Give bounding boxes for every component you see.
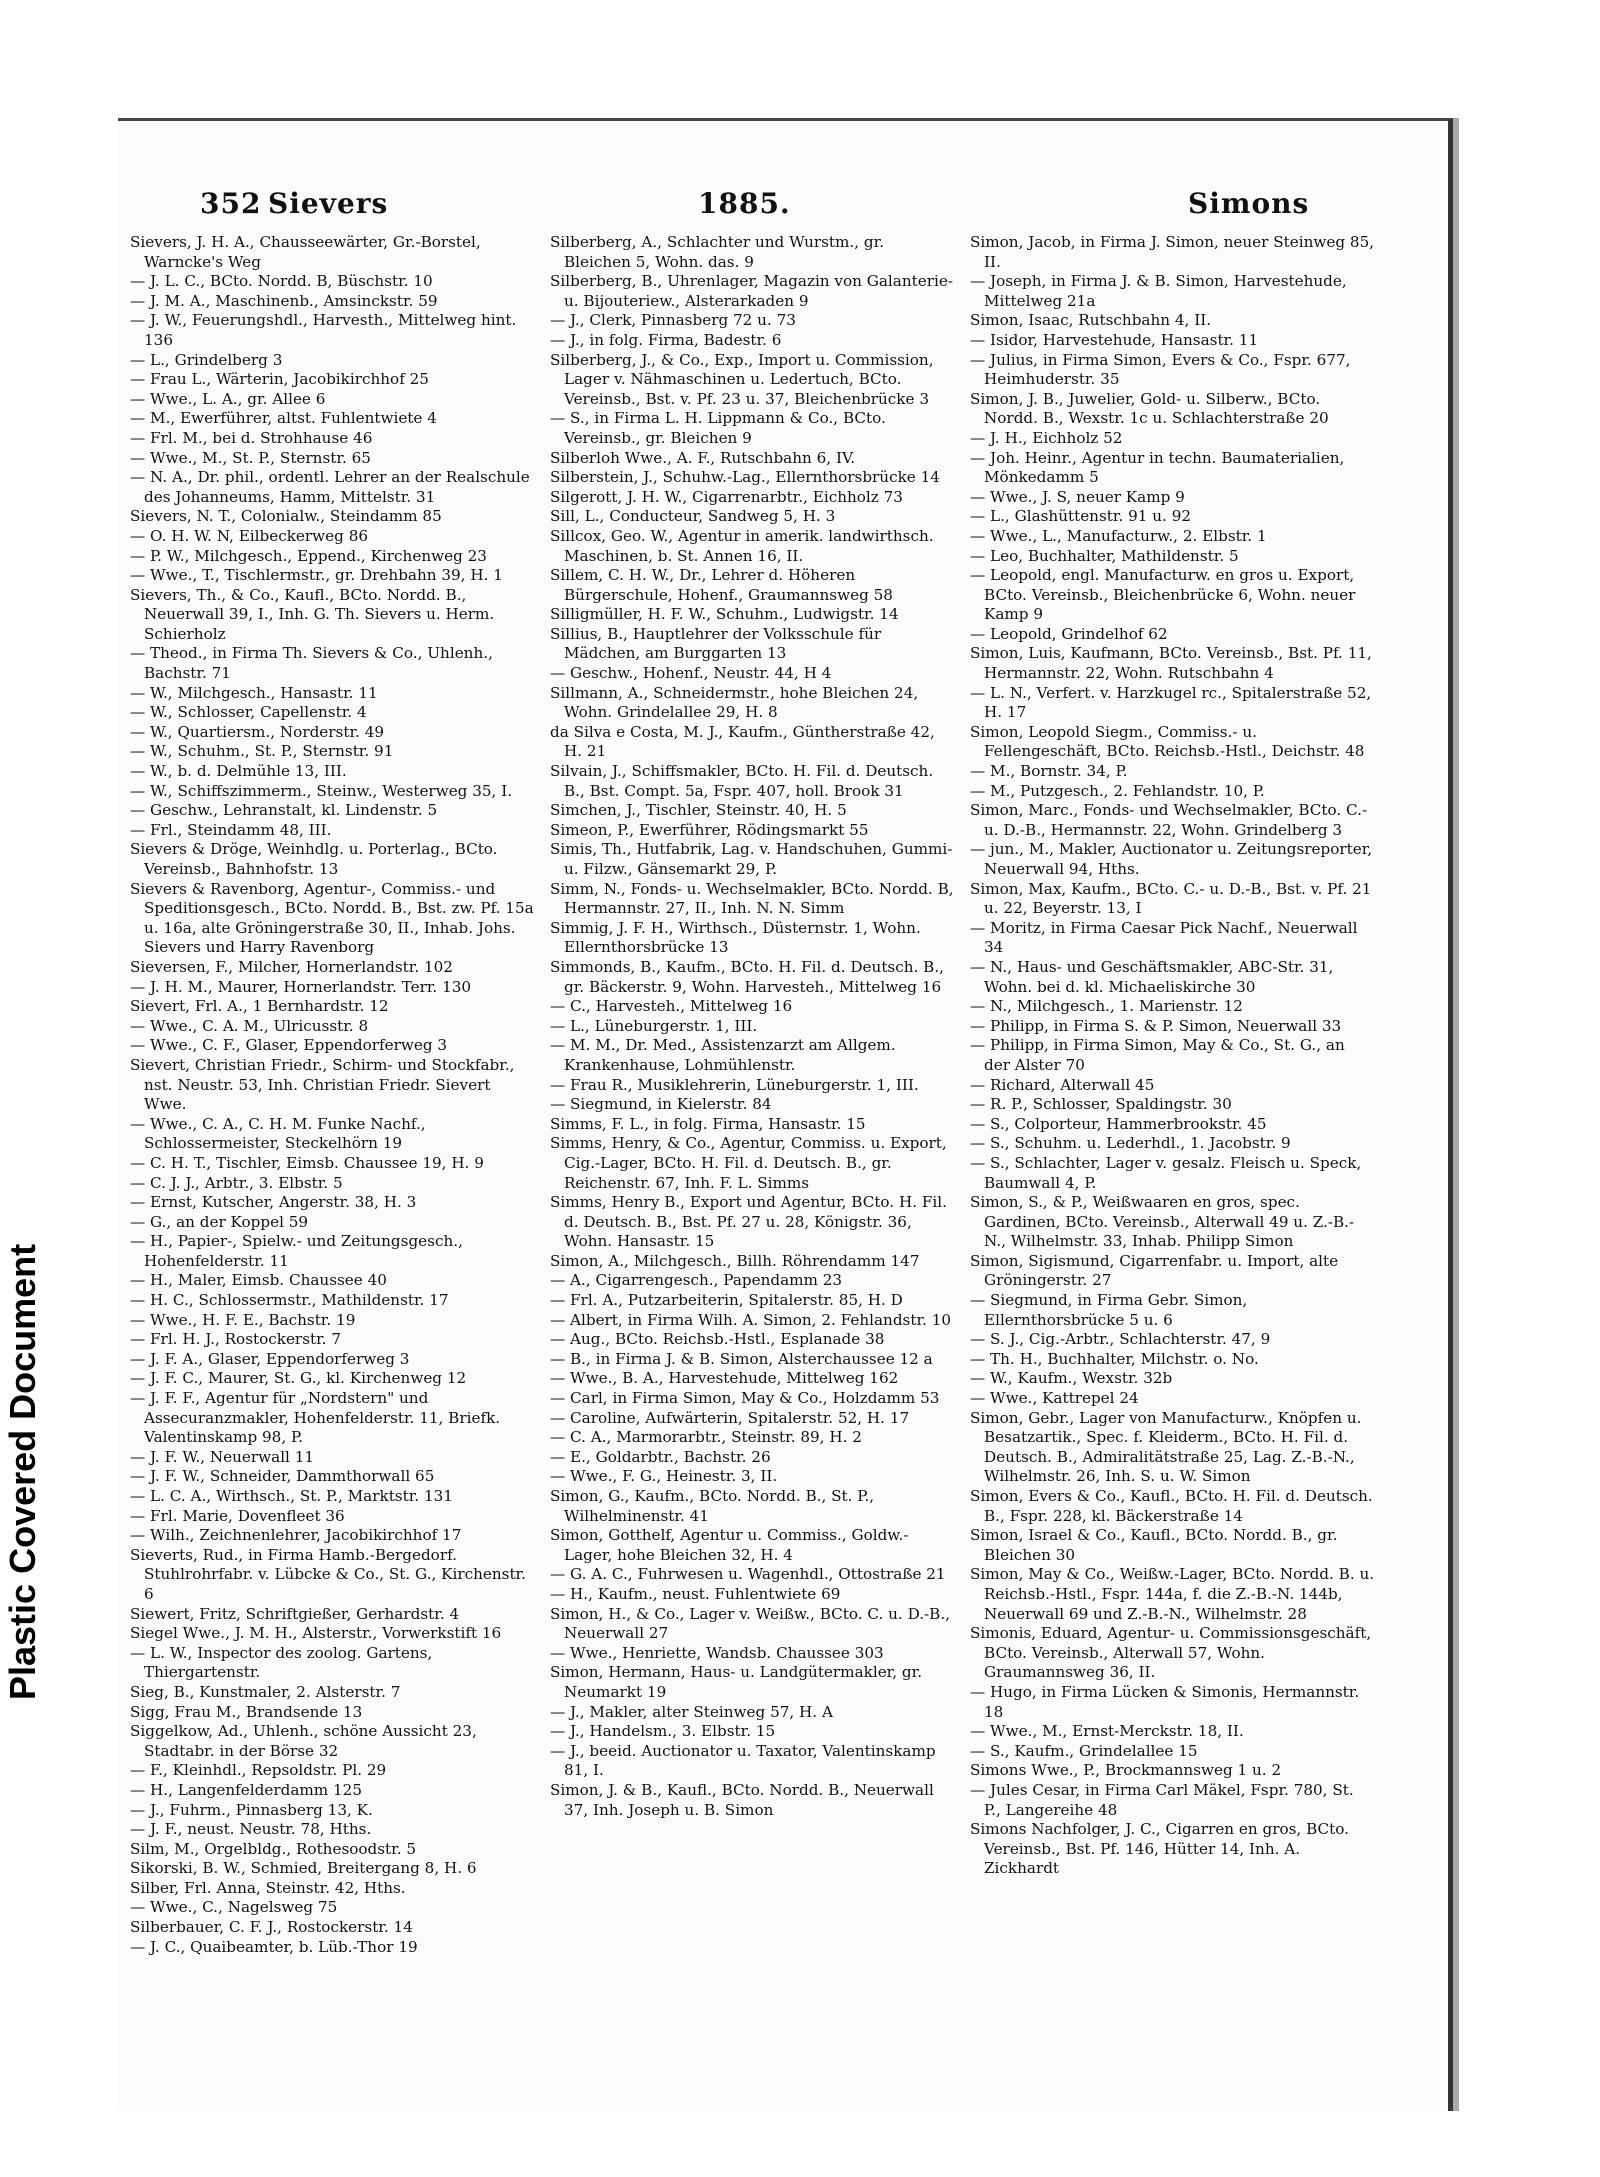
directory-entry: — C., Harvesteh., Mittelweg 16: [550, 997, 793, 1016]
directory-entry: — J. W., Feuerungshdl., Harvesth., Mittelweg hint. 136: [130, 311, 517, 349]
directory-entry: — S., in Firma L. H. Lippmann & Co., BCto. Vereinsb., gr. Bleichen 9: [550, 409, 886, 447]
directory-entry: — W., Schuhm., St. P., Sternstr. 91: [130, 742, 394, 761]
directory-entry: Sieversen, F., Milcher, Hornerlandstr. 102: [130, 957, 453, 976]
directory-entry: — Leo, Buchhalter, Mathildenstr. 5: [970, 546, 1239, 565]
directory-entry: — J., Fuhrm., Pinnasberg 13, K.: [130, 1800, 373, 1819]
directory-entry: — M. M., Dr. Med., Assistenzarzt am Allgem. Krankenhause, Lohmühlenstr.: [550, 1036, 896, 1074]
directory-entry: — Wwe., M., Ernst-Merckstr. 18, II.: [970, 1722, 1244, 1741]
directory-entry: — Moritz, in Firma Caesar Pick Nachf., Neuerwall 34: [970, 918, 1358, 957]
directory-entry: Silberberg, A., Schlachter und Wurstm., gr. Bleichen 5, Wohn. das. 9: [550, 233, 885, 271]
header-year: 1885.: [698, 187, 791, 220]
directory-entry: Simon, Isaac, Rutschbahn 4, II.: [970, 311, 1212, 330]
directory-entry: — J. C., Quaibeamter, b. Lüb.-Thor 19: [130, 1937, 418, 1956]
directory-entry: — Wwe., Henriette, Wandsb. Chaussee 303: [550, 1643, 884, 1662]
directory-entry: — S., Schuhm. u. Lederhdl., 1. Jacobstr. 9: [970, 1134, 1291, 1153]
directory-entry: — Wwe., C. A., C. H. M. Funke Nachf., Schlossermeister, Steckelhörn 19: [130, 1114, 426, 1153]
directory-entry: — Joh. Heinr., Agentur in techn. Baumaterialien, Mönkedamm 5: [970, 448, 1345, 487]
directory-entry: — L., Glashüttenstr. 91 u. 92: [970, 507, 1192, 526]
directory-entry: — L., Lüneburgerstr. 1, III.: [550, 1016, 758, 1035]
directory-entry: — M., Putzgesch., 2. Fehlandstr. 10, P.: [970, 781, 1265, 800]
directory-entry: Simon, G., Kaufm., BCto. Nordd. B., St. P., Wilhelminenstr. 41: [550, 1487, 875, 1525]
directory-entry: — Caroline, Aufwärterin, Spitalerstr. 52, H. 17: [550, 1408, 910, 1427]
column-left: [130, 233, 535, 2093]
directory-entry: — J. F. W., Neuerwall 11: [130, 1447, 315, 1466]
directory-entry: — H., Maler, Eimsb. Chaussee 40: [130, 1271, 387, 1290]
directory-entry: Simon, H., & Co., Lager v. Weißw., BCto. C. u. D.-B., Neuerwall 27: [550, 1604, 950, 1643]
directory-entry: — W., Schlosser, Capellenstr. 4: [130, 703, 367, 722]
directory-entry: — A., Cigarrengesch., Papendamm 23: [550, 1271, 843, 1290]
directory-entry: — J. H. M., Maurer, Hornerlandstr. Terr. 130: [130, 977, 472, 996]
directory-entry: Simon, Luis, Kaufmann, BCto. Vereinsb., Bst. Pf. 11, Hermannstr. 22, Wohn. Rutschbahn 4: [970, 644, 1372, 683]
side-label: Plastic Covered Document: [2, 1243, 43, 1700]
directory-entry: — Wwe., B. A., Harvestehude, Mittelweg 162: [550, 1369, 899, 1388]
directory-entry: — H. C., Schlossermstr., Mathildenstr. 17: [130, 1291, 449, 1310]
directory-entry: — J. F. F., Agentur für „Nordstern" und Assecuranzmakler, Hohenfelderstr. 11, Briefk. Valentinskamp 98, P.: [130, 1389, 501, 1447]
directory-entry: Silber, Frl. Anna, Steinstr. 42, Hths.: [130, 1878, 406, 1897]
directory-entry: — J., Clerk, Pinnasberg 72 u. 73: [550, 311, 796, 330]
directory-entry: — M., Bornstr. 34, P.: [970, 762, 1128, 781]
directory-entry: Siggelkow, Ad., Uhlenh., schöne Aussicht 23, Stadtabr. in der Börse 32: [130, 1722, 477, 1760]
column-middle: [550, 233, 955, 2093]
directory-entry: — Wwe., C. F., Glaser, Eppendorferweg 3: [130, 1036, 448, 1055]
directory-entry: — Wwe., T., Tischlermstr., gr. Drehbahn 39, H. 1: [130, 566, 503, 585]
directory-entry: Simchen, J., Tischler, Steinstr. 40, H. 5: [550, 801, 847, 820]
directory-entry: — J. M. A., Maschinenb., Amsinckstr. 59: [130, 291, 438, 310]
directory-entry: Sievers, J. H. A., Chausseewärter, Gr.-Borstel, Warncke's Weg: [130, 233, 481, 271]
directory-entry: — P. W., Milchgesch., Eppend., Kirchenweg 23: [130, 546, 487, 565]
directory-entry: — Hugo, in Firma Lücken & Simonis, Hermannstr. 18: [970, 1682, 1360, 1721]
directory-entry: — Joseph, in Firma J. & B. Simon, Harvestehude, Mittelweg 21a: [970, 272, 1347, 310]
directory-entry: Sillius, B., Hauptlehrer der Volksschule für Mädchen, am Burggarten 13: [550, 624, 882, 663]
directory-entry: Simons Wwe., P., Brockmannsweg 1 u. 2: [970, 1761, 1282, 1780]
directory-entry: — Julius, in Firma Simon, Evers & Co., Fspr. 677, Heimhuderstr. 35: [970, 350, 1351, 389]
header-left-word: Sievers: [268, 187, 389, 220]
directory-entry: — G. A. C., Fuhrwesen u. Wagenhdl., Ottostraße 21: [550, 1565, 946, 1584]
directory-entry: — J. F. C., Maurer, St. G., kl. Kirchenweg 12: [130, 1369, 467, 1388]
directory-entry: — Frl. M., bei d. Strohhause 46: [130, 428, 373, 447]
directory-entry: — L. W., Inspector des zoolog. Gartens, Thiergartenstr.: [130, 1643, 433, 1682]
directory-entry: — S., Colporteur, Hammerbrookstr. 45: [970, 1114, 1267, 1133]
directory-entry: — W., b. d. Delmühle 13, III.: [130, 762, 347, 781]
directory-entry: Sigg, Frau M., Brandsende 13: [130, 1702, 363, 1721]
directory-entry: Silberbauer, C. F. J., Rostockerstr. 14: [130, 1918, 413, 1937]
directory-entry: — Wilh., Zeichnenlehrer, Jacobikirchhof 17: [130, 1526, 462, 1545]
directory-entry: — H., Papier-, Spielw.- und Zeitungsgesch., Hohenfelderstr. 11: [130, 1232, 463, 1270]
directory-entry: Simon, Max, Kaufm., BCto. C.- u. D.-B., Bst. v. Pf. 21 u. 22, Beyerstr. 13, I: [970, 879, 1372, 918]
directory-entry: — L. N., Verfert. v. Harzkugel rc., Spitalerstraße 52, H. 17: [970, 683, 1372, 722]
directory-entry: Silligmüller, H. F. W., Schuhm., Ludwigstr. 14: [550, 605, 899, 624]
directory-entry: — Wwe., C. A. M., Ulricusstr. 8: [130, 1016, 369, 1035]
directory-entry: — Th. H., Buchhalter, Milchstr. o. No.: [970, 1349, 1259, 1368]
directory-entry: — W., Schiffszimmerm., Steinw., Westerweg 35, I.: [130, 781, 513, 800]
directory-entry: — Wwe., Kattrepel 24: [970, 1389, 1139, 1408]
page-number: 352: [200, 187, 262, 220]
directory-entry: — E., Goldarbtr., Bachstr. 26: [550, 1447, 771, 1466]
directory-entry: Simmig, J. F. H., Wirthsch., Düsternstr. 1, Wohn. Ellernthorsbrücke 13: [550, 918, 921, 957]
directory-entry: — N., Haus- und Geschäftsmakler, ABC-Str. 31, Wohn. bei d. kl. Michaeliskirche 30: [970, 957, 1334, 996]
directory-entry: — Wwe., L., Manufacturw., 2. Elbstr. 1: [970, 526, 1267, 545]
directory-entry: — Leopold, engl. Manufacturw. en gros u. Export, BCto. Vereinsb., Bleichenbrücke 6, Wohn. neuer Kamp 9: [970, 566, 1356, 624]
directory-entry: — Aug., BCto. Reichsb.-Hstl., Esplanade 38: [550, 1330, 885, 1349]
directory-entry: Simon, Israel & Co., Kaufl., BCto. Nordd. B., gr. Bleichen 30: [970, 1526, 1338, 1564]
directory-entry: — O. H. W. N, Eilbeckerweg 86: [130, 526, 369, 545]
directory-entry: Simon, Marc., Fonds- und Wechselmakler, BCto. C.- u. D.-B., Hermannstr. 22, Wohn. Grindelberg 3: [970, 801, 1368, 839]
directory-entry: — Frau L., Wärterin, Jacobikirchhof 25: [130, 370, 429, 389]
directory-entry: Simms, F. L., in folg. Firma, Hansastr. 15: [550, 1114, 866, 1133]
directory-entry: Simon, Hermann, Haus- u. Landgütermakler, gr. Neumarkt 19: [550, 1663, 923, 1701]
directory-entry: Sievert, Christian Friedr., Schirm- und Stockfabr., nst. Neustr. 53, Inh. Christian Friedr. Sievert Wwe.: [130, 1055, 515, 1114]
directory-entry: Silvain, J., Schiffsmakler, BCto. H. Fil. d. Deutsch. B., Bst. Compt. 5a, Fspr. 407, holl. Brook 31: [550, 762, 934, 800]
directory-entry: — Richard, Alterwall 45: [970, 1075, 1155, 1094]
column-right: [970, 233, 1375, 2093]
page-header: [118, 187, 1448, 231]
directory-entry: — Frl. H. J., Rostockerstr. 7: [130, 1330, 341, 1349]
directory-entry: Sillcox, Geo. W., Agentur in amerik. landwirthsch. Maschinen, b. St. Annen 16, II.: [550, 526, 934, 565]
directory-entry: — W., Kaufm., Wexstr. 32b: [970, 1369, 1173, 1388]
directory-entry: — L., Grindelberg 3: [130, 350, 283, 369]
directory-entry: — Frl. Marie, Dovenfleet 36: [130, 1506, 345, 1525]
directory-entry: Silberberg, B., Uhrenlager, Magazin von Galanterie- u. Bijouteriew., Alsterarkaden 9: [550, 272, 953, 310]
directory-entry: — Geschw., Lehranstalt, kl. Lindenstr. 5: [130, 801, 438, 820]
directory-entry: — B., in Firma J. & B. Simon, Alsterchaussee 12 a: [550, 1349, 933, 1368]
directory-entry: — H., Langenfelderdamm 125: [130, 1780, 362, 1799]
directory-entry: Sill, L., Conducteur, Sandweg 5, H. 3: [550, 507, 836, 526]
directory-entry: Simon, Leopold Siegm., Commiss.- u. Fellengeschäft, BCto. Reichsb.-Hstl., Deichstr. 48: [970, 722, 1365, 761]
directory-entry: — J., beeid. Auctionator u. Taxator, Valentinskamp 81, I.: [550, 1741, 936, 1780]
directory-entry: — R. P., Schlosser, Spaldingstr. 30: [970, 1095, 1232, 1114]
directory-entry: Sikorski, B. W., Schmied, Breitergang 8, H. 6: [130, 1859, 477, 1878]
directory-entry: — Wwe., J. S, neuer Kamp 9: [970, 487, 1185, 506]
directory-entry: — J. F. W., Schneider, Dammthorwall 65: [130, 1467, 435, 1486]
directory-entry: — J., in folg. Firma, Badestr. 6: [550, 330, 782, 349]
directory-entry: — M., Ewerführer, altst. Fuhlentwiete 4: [130, 409, 437, 428]
directory-entry: — W., Milchgesch., Hansastr. 11: [130, 683, 378, 702]
directory-entry: — Siegmund, in Firma Gebr. Simon, Ellernthorsbrücke 5 u. 6: [970, 1291, 1248, 1329]
directory-entry: — Carl, in Firma Simon, May & Co., Holzdamm 53: [550, 1389, 940, 1408]
directory-entry: Sillem, C. H. W., Dr., Lehrer d. Höheren Bürgerschule, Hohenf., Graumannsweg 58: [550, 566, 893, 604]
directory-entry: Simon, Sigismund, Cigarrenfabr. u. Import, alte Gröningerstr. 27: [970, 1251, 1339, 1290]
directory-entry: Simon, J. B., Juwelier, Gold- u. Silberw., BCto. Nordd. B., Wexstr. 1c u. Schlachterstraße 20: [970, 389, 1329, 428]
directory-entry: — N. A., Dr. phil., ordentl. Lehrer an der Realschule des Johanneums, Hamm, Mittelstr. 31: [130, 468, 530, 506]
directory-entry: — C. A., Marmorarbtr., Steinstr. 89, H. 2: [550, 1428, 862, 1447]
directory-entry: — J. H., Eichholz 52: [970, 428, 1123, 447]
directory-entry: — Frau R., Musiklehrerin, Lüneburgerstr. 1, III.: [550, 1075, 919, 1094]
directory-entry: Sievers & Dröge, Weinhdlg. u. Porterlag., BCto. Vereinsb., Bahnhofstr. 13: [130, 840, 498, 878]
directory-entry: — F., Kleinhdl., Repsoldstr. Pl. 29: [130, 1761, 387, 1780]
directory-entry: — J., Makler, alter Steinweg 57, H. A: [550, 1702, 833, 1721]
directory-entry: Silberloh Wwe., A. F., Rutschbahn 6, IV.: [550, 448, 856, 467]
directory-entry: — Wwe., F. G., Heinestr. 3, II.: [550, 1467, 778, 1486]
directory-entry: — Albert, in Firma Wilh. A. Simon, 2. Fehlandstr. 10: [550, 1310, 952, 1329]
directory-entry: — S., Schlachter, Lager v. gesalz. Fleisch u. Speck, Baumwall 4, P.: [970, 1153, 1362, 1192]
directory-entry: Simon, Gotthelf, Agentur u. Commiss., Goldw.-Lager, hohe Bleichen 32, H. 4: [550, 1526, 909, 1564]
directory-entry: Simm, N., Fonds- u. Wechselmakler, BCto. Nordd. B, Hermannstr. 27, II., Inh. N. N. Simm: [550, 879, 954, 918]
directory-entry: Siewert, Fritz, Schriftgießer, Gerhardstr. 4: [130, 1604, 460, 1623]
directory-entry: Simon, A., Milchgesch., Billh. Röhrendamm 147: [550, 1251, 920, 1270]
directory-entry: — Philipp, in Firma Simon, May & Co., St. G., an der Alster 70: [970, 1036, 1345, 1074]
directory-entry: Simon, Gebr., Lager von Manufacturw., Knöpfen u. Besatzartik., Spec. f. Kleiderm., BCto. H. Fil. d. Deutsch. B., Admiralitätstraße 25, Lag. Z.-B.-N., Wilhelmstr. 26, Inh. S. u. W. Simon: [970, 1408, 1362, 1486]
directory-entry: — Isidor, Harvestehude, Hansastr. 11: [970, 330, 1259, 349]
directory-entry: — Frl. A., Putzarbeiterin, Spitalerstr. 85, H. D: [550, 1291, 903, 1310]
directory-entry: — Philipp, in Firma S. & P. Simon, Neuerwall 33: [970, 1016, 1342, 1035]
directory-entry: — Geschw., Hohenf., Neustr. 44, H 4: [550, 664, 832, 683]
directory-entry: — N., Milchgesch., 1. Marienstr. 12: [970, 997, 1243, 1016]
directory-entry: — J., Handelsm., 3. Elbstr. 15: [550, 1722, 776, 1741]
directory-entry: — J. F. A., Glaser, Eppendorferweg 3: [130, 1349, 410, 1368]
directory-entry: — H., Kaufm., neust. Fuhlentwiete 69: [550, 1584, 841, 1603]
directory-entry: — S. J., Cig.-Arbtr., Schlachterstr. 47, 9: [970, 1330, 1271, 1349]
header-right-word: Simons: [1188, 187, 1310, 220]
directory-entry: Simons Nachfolger, J. C., Cigarren en gros, BCto. Vereinsb., Bst. Pf. 146, Hütter 14, Inh. A. Zickhardt: [970, 1820, 1349, 1878]
directory-entry: — Theod., in Firma Th. Sievers & Co., Uhlenh., Bachstr. 71: [130, 644, 493, 683]
directory-entry: Sievers, N. T., Colonialw., Steindamm 85: [130, 507, 442, 526]
directory-entry: — Wwe., M., St. P., Sternstr. 65: [130, 448, 371, 467]
directory-entry: Siegel Wwe., J. M. H., Alsterstr., Vorwerkstift 16: [130, 1624, 502, 1643]
directory-entry: — C. J. J., Arbtr., 3. Elbstr. 5: [130, 1173, 343, 1192]
directory-entry: Sievert, Frl. A., 1 Bernhardstr. 12: [130, 997, 389, 1016]
directory-entry: Silberstein, J., Schuhw.-Lag., Ellernthorsbrücke 14: [550, 468, 940, 487]
directory-entry: — J. L. C., BCto. Nordd. B, Büschstr. 10: [130, 272, 433, 291]
directory-page: [118, 118, 1453, 2111]
directory-entry: Simms, Henry, & Co., Agentur, Commiss. u. Export, Cig.-Lager, BCto. H. Fil. d. Deutsch. B., gr. Reichenstr. 67, Inh. F. L. Simms: [550, 1134, 947, 1192]
directory-entry: — Leopold, Grindelhof 62: [970, 624, 1168, 643]
directory-entry: — jun., M., Makler, Auctionator u. Zeitungsreporter, Neuerwall 94, Hths.: [970, 840, 1373, 878]
directory-entry: — W., Quartiersm., Norderstr. 49: [130, 722, 385, 741]
directory-entry: — J. F., neust. Neustr. 78, Hths.: [130, 1820, 372, 1839]
directory-entry: — L. C. A., Wirthsch., St. P., Marktstr. 131: [130, 1487, 453, 1505]
directory-entry: — Frl., Steindamm 48, III.: [130, 820, 332, 839]
directory-entry: Sieverts, Rud., in Firma Hamb.-Bergedorf. Stuhlrohrfabr. v. Lübcke & Co., St. G., Kirchenstr. 6: [130, 1545, 526, 1603]
directory-entry: — G., an der Koppel 59: [130, 1212, 309, 1231]
directory-entry: Simonis, Eduard, Agentur- u. Commissionsgeschäft, BCto. Vereinsb., Alterwall 57, Wohn. Graumannsweg 36, II.: [970, 1624, 1372, 1682]
directory-entry: — Wwe., H. F. E., Bachstr. 19: [130, 1310, 356, 1329]
directory-entry: Sievers & Ravenborg, Agentur-, Commiss.- und Speditionsgesch., BCto. Nordd. B., Bst. zw. Pf. 15a u. 16a, alte Gröningerstraße 30, II., Inhab. Johs. Sievers und Harry Ravenborg: [130, 879, 534, 957]
directory-entry: Simmonds, B., Kaufm., BCto. H. Fil. d. Deutsch. B., gr. Bäckerstr. 9, Wohn. Harvesteh., Mittelweg 16: [550, 957, 944, 996]
directory-entry: Simon, Jacob, in Firma J. Simon, neuer Steinweg 85, II.: [970, 233, 1375, 271]
directory-entry: — Ernst, Kutscher, Angerstr. 38, H. 3: [130, 1193, 417, 1212]
directory-entry: Simon, S., & P., Weißwaaren en gros, spec. Gardinen, BCto. Vereinsb., Alterwall 49 u. Z.-B.-N., Wilhelmstr. 33, Inhab. Philipp Simon: [970, 1193, 1355, 1251]
directory-entry: Simon, Evers & Co., Kaufl., BCto. H. Fil. d. Deutsch. B., Fspr. 228, kl. Bäckerstraße 14: [970, 1487, 1373, 1525]
directory-entry: — S., Kaufm., Grindelallee 15: [970, 1741, 1198, 1760]
directory-entry: Silgerott, J. H. W., Cigarrenarbtr., Eichholz 73: [550, 487, 903, 506]
directory-entry: Simis, Th., Hutfabrik, Lag. v. Handschuhen, Gummi- u. Filzw., Gänsemarkt 29, P.: [550, 840, 953, 878]
directory-entry: — Wwe., L. A., gr. Allee 6: [130, 389, 326, 408]
directory-entry: Sievers, Th., & Co., Kaufl., BCto. Nordd. B., Neuerwall 39, I., Inh. G. Th. Sievers u. Herm. Schierholz: [130, 585, 495, 643]
directory-entry: Silm, M., Orgelbldg., Rothesoodstr. 5: [130, 1839, 417, 1858]
directory-entry: Simms, Henry B., Export und Agentur, BCto. H. Fil. d. Deutsch. B., Bst. Pf. 27 u. 28, Königstr. 36, Wohn. Hansastr. 15: [550, 1193, 947, 1251]
directory-entry: — Wwe., C., Nagelsweg 75: [130, 1898, 338, 1917]
directory-entry: Silberberg, J., & Co., Exp., Import u. Commission, Lager v. Nähmaschinen u. Ledertuch, BCto. Vereinsb., Bst. v. Pf. 23 u. 37, Bleichenbrücke 3: [550, 350, 934, 408]
directory-entry: — Siegmund, in Kielerstr. 84: [550, 1095, 772, 1114]
directory-entry: Simon, J. & B., Kaufl., BCto. Nordd. B., Neuerwall 37, Inh. Joseph u. B. Simon: [550, 1780, 934, 1819]
directory-entry: Simon, May & Co., Weißw.-Lager, BCto. Nordd. B. u. Reichsb.-Hstl., Fspr. 144a, f. die Z.-B.-N. 144b, Neuerwall 69 und Z.-B.-N., Wilhelmstr. 28: [970, 1565, 1375, 1623]
directory-entry: da Silva e Costa, M. J., Kaufm., Güntherstraße 42, H. 21: [550, 722, 935, 761]
directory-entry: — C. H. T., Tischler, Eimsb. Chaussee 19, H. 9: [130, 1153, 484, 1172]
directory-entry: Simeon, P., Ewerführer, Rödingsmarkt 55: [550, 820, 869, 839]
directory-entry: Sillmann, A., Schneidermstr., hohe Bleichen 24, Wohn. Grindelallee 29, H. 8: [550, 683, 919, 722]
directory-entry: Sieg, B., Kunstmaler, 2. Alsterstr. 7: [130, 1682, 401, 1701]
directory-entry: — Jules Cesar, in Firma Carl Mäkel, Fspr. 780, St. P., Langereihe 48: [970, 1780, 1354, 1819]
